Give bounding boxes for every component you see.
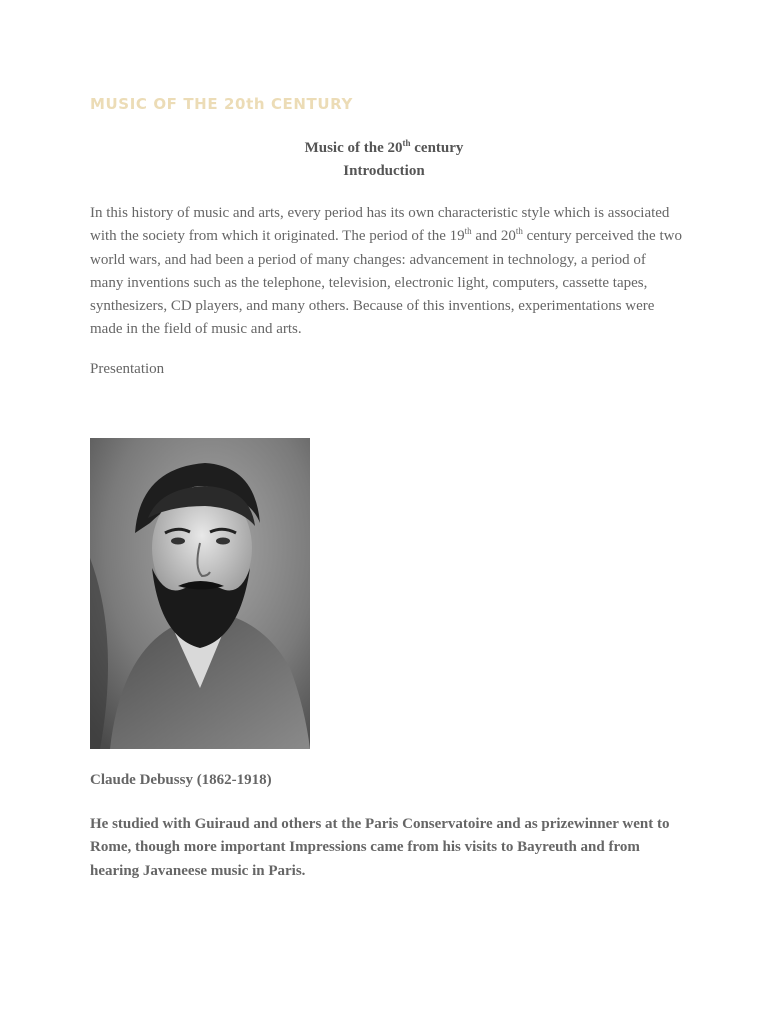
portrait-caption: Claude Debussy (1862-1918)	[90, 772, 272, 788]
presentation-label: Presentation	[90, 361, 165, 377]
intro-paragraph	[90, 202, 682, 342]
bio-paragraph: He studied with Guiraud and others at the Paris Conservatoire and as prizewinner went to Rome, though more important Impressions came from his visits to Bayreuth and from hearing Javaneese music in Paris.	[90, 816, 670, 879]
heading-superscript: th	[402, 138, 411, 148]
document-title: MUSIC OF THE 20th CENTURY	[90, 95, 353, 113]
intro-text-1: In this history of music and arts, every period has its own characteristic style which is associated with the society from which it originated. The period of the 19	[90, 205, 670, 245]
intro-sup-1: th	[464, 226, 472, 237]
heading-introduction: Introduction	[343, 163, 425, 179]
intro-text-2: and 20	[471, 228, 516, 245]
debussy-portrait-image	[90, 438, 310, 749]
heading-line-1	[90, 140, 678, 157]
portrait-illustration	[90, 438, 310, 749]
intro-sup-2: th	[515, 226, 523, 237]
heading-text-end: century	[410, 140, 464, 156]
heading-text: Music of the 20	[304, 140, 403, 156]
intro-text-3: century perceived the two world wars, and had been a period of many changes: advancement in technology, a period of many inventions such as the telephone, television, electronic light, computers, cassette tapes, synthesizers, CD players, and many others. Because of this inventions, experimentations were made in the field of music and arts.	[90, 228, 682, 338]
